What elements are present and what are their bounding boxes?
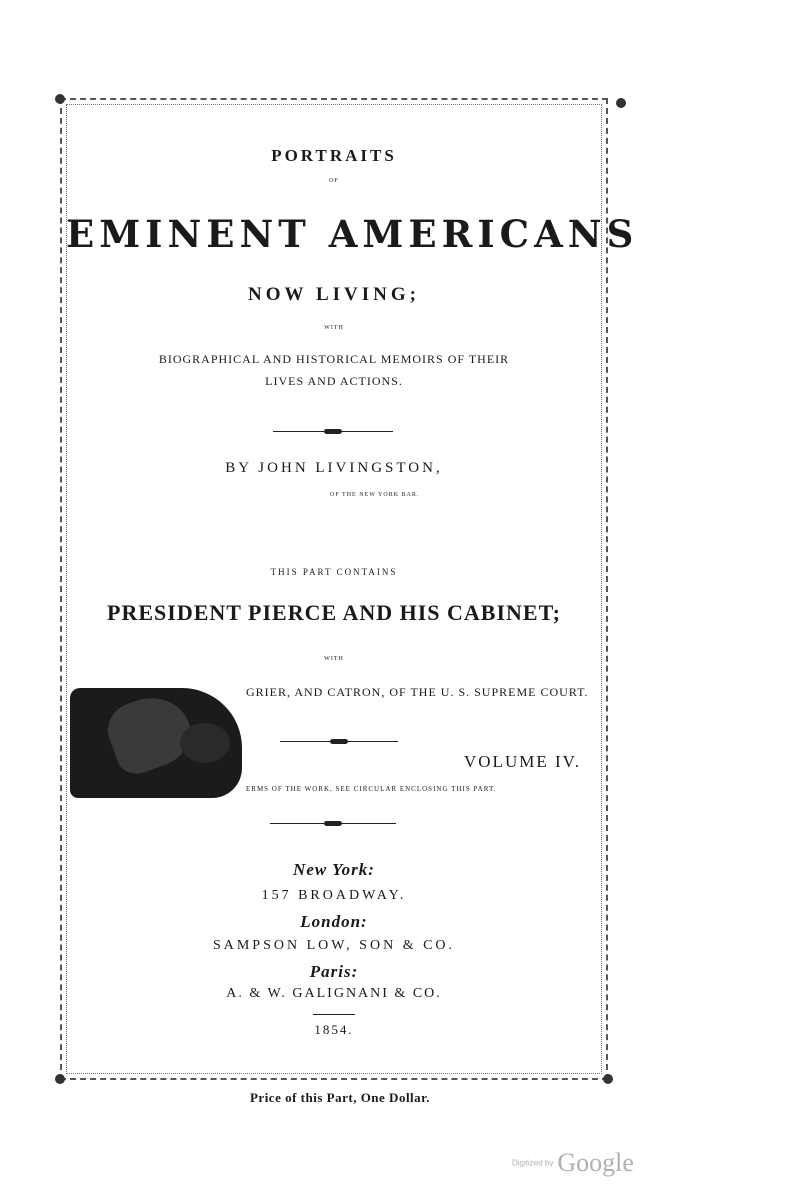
ornamental-rule-center — [324, 429, 342, 434]
city-new-york: New York: — [293, 860, 375, 879]
connector-with-2: WITH — [324, 656, 344, 662]
heading-portraits: PORTRAITS — [271, 146, 397, 165]
ornamental-rule-center — [324, 821, 342, 826]
google-watermark — [512, 1148, 672, 1178]
terms-line: ERMS OF THE WORK, SEE CIRCULAR ENCLOSING THIS PART. — [246, 785, 497, 793]
city-paris: Paris: — [309, 962, 359, 981]
author-line: BY JOHN LIVINGSTON, — [225, 460, 443, 476]
address-broadway: 157 BROADWAY. — [261, 888, 407, 903]
supreme-court-line: GRIER, AND CATRON, OF THE U. S. SUPREME COURT. — [246, 685, 589, 699]
part-contains-label: THIS PART CONTAINS — [270, 567, 398, 577]
torn-damaged-area — [70, 688, 242, 798]
border-corner-ornament — [55, 1074, 65, 1084]
watermark-brand: Google — [557, 1148, 634, 1177]
description-line-2: LIVES AND ACTIONS. — [265, 374, 403, 388]
publisher-paris: A. & W. GALIGNANI & CO. — [226, 986, 442, 1001]
subtitle-now-living: NOW LIVING; — [248, 284, 420, 305]
city-london: London: — [300, 912, 368, 931]
author-affiliation: OF THE NEW YORK BAR. — [330, 492, 420, 498]
main-title: EMINENT AMERICANS — [66, 212, 639, 256]
connector-with: WITH — [324, 325, 344, 331]
border-corner-ornament — [603, 1074, 613, 1084]
volume-label: VOLUME IV. — [464, 752, 581, 771]
part-contents-title: PRESIDENT PIERCE AND HIS CABINET; — [107, 600, 561, 625]
border-corner-ornament — [55, 94, 65, 104]
price-line: Price of this Part, One Dollar. — [249, 1090, 430, 1105]
description-line-1: BIOGRAPHICAL AND HISTORICAL MEMOIRS OF THEIR — [158, 352, 510, 366]
publisher-london: SAMPSON LOW, SON & CO. — [212, 938, 456, 953]
year-rule — [313, 1014, 355, 1015]
border-corner-ornament — [616, 98, 626, 108]
ornamental-rule-center — [330, 739, 348, 744]
watermark-prefix: Digitized by — [512, 1158, 554, 1168]
heading-of: OF — [329, 178, 339, 184]
publication-year: 1854. — [314, 1022, 354, 1037]
